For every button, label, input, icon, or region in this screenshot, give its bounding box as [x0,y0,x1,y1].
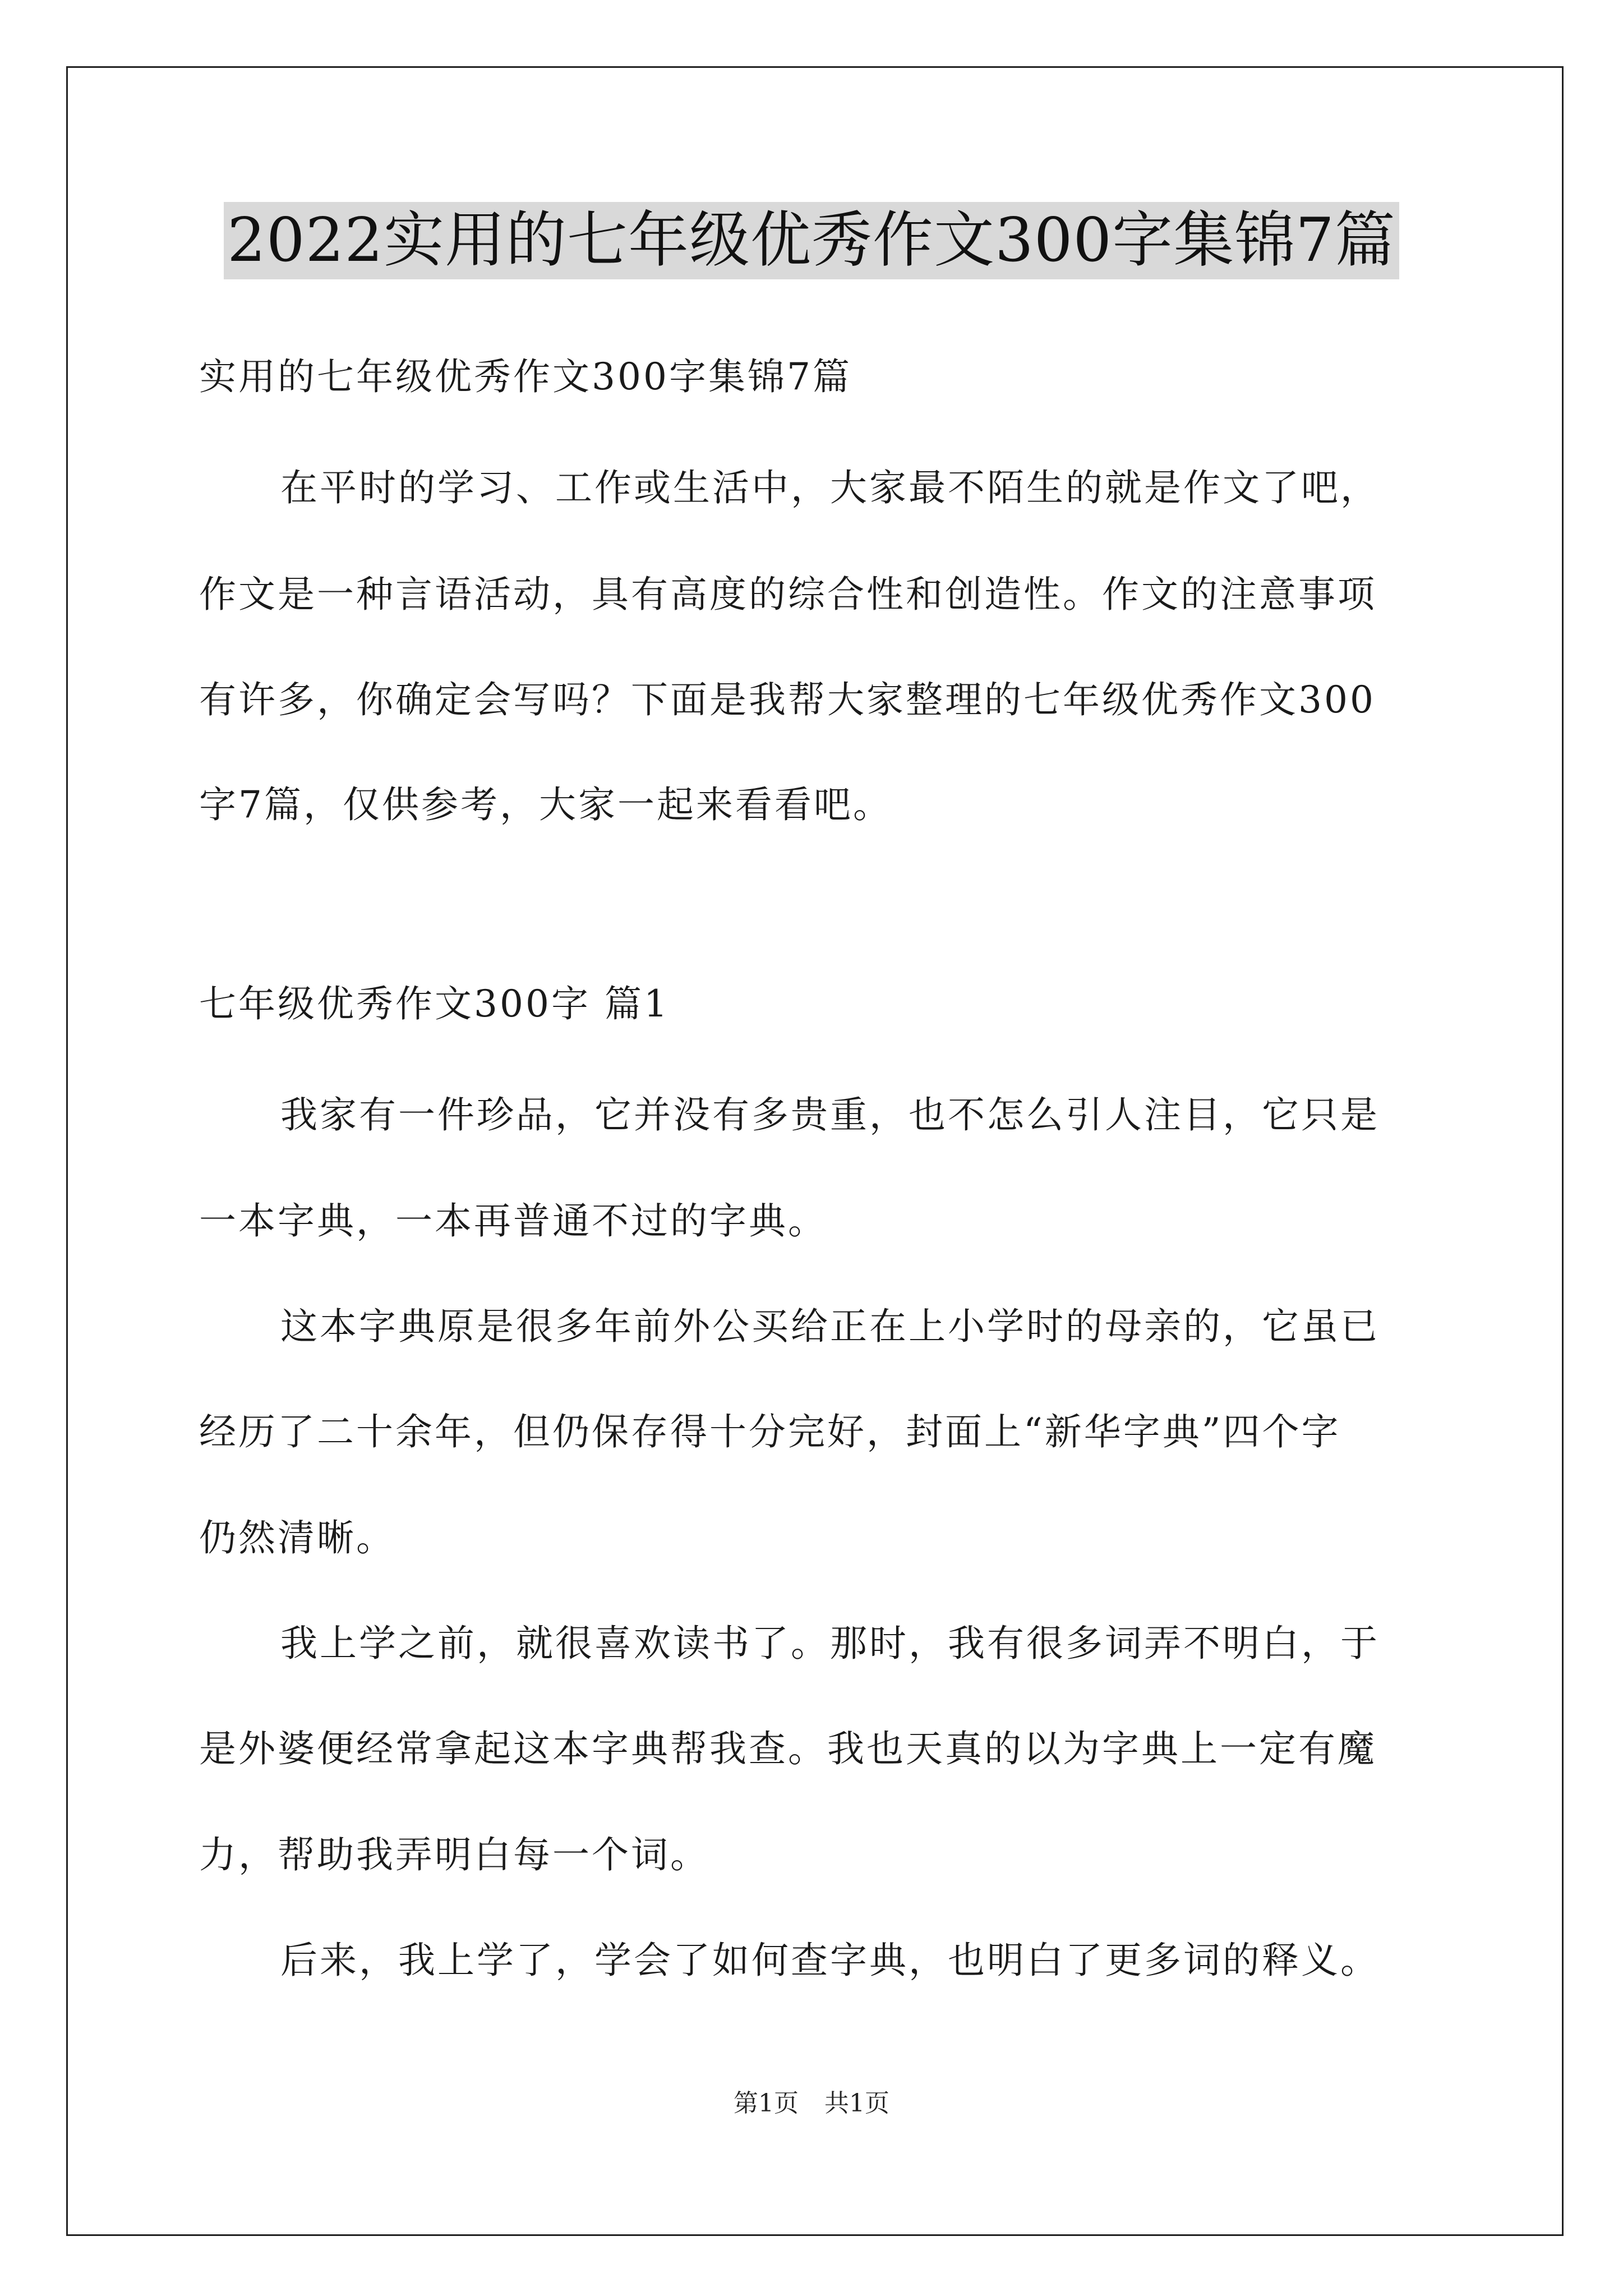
paragraph-line: 力，帮助我弄明白每一个词。 [199,1833,709,1876]
intro-line: 字7篇，仅供参考，大家一起来看看吧。 [199,783,892,826]
title-container [0,202,1623,279]
page-footer [0,2087,1623,2120]
paragraph-line: 这本字典原是很多年前外公买给正在上小学时的母亲的，它虽已 [280,1305,1380,1348]
paragraph-line: 一本字典，一本再普通不过的字典。 [199,1199,827,1243]
intro-line: 在平时的学习、工作或生活中，大家最不陌生的就是作文了吧， [280,466,1380,509]
paragraph-line: 仍然清晰。 [199,1516,395,1559]
page-number: 第1页 [734,2089,799,2118]
paragraph-line: 是外婆便经常拿起这本字典帮我查。我也天真的以为字典上一定有魔 [199,1727,1377,1770]
paragraph-line: 经历了二十余年，但仍保存得十分完好，封面上“新华字典”四个字 [199,1410,1341,1453]
intro-line: 作文是一种言语活动，具有高度的综合性和创造性。作文的注意事项 [199,573,1377,616]
document-title: 2022实用的七年级优秀作文300字集锦7篇 [224,202,1399,279]
paragraph-line: 我上学之前，就很喜欢读书了。那时，我有很多词弄不明白，于 [280,1622,1380,1665]
document-subtitle: 实用的七年级优秀作文300字集锦7篇 [199,355,852,398]
section-heading: 七年级优秀作文300字 篇1 [199,982,670,1025]
paragraph-line: 我家有一件珍品，它并没有多贵重，也不怎么引人注目，它只是 [280,1093,1380,1137]
page-total: 共1页 [824,2089,889,2118]
intro-line: 有许多，你确定会写吗？下面是我帮大家整理的七年级优秀作文300 [199,678,1376,721]
paragraph-line: 后来，我上学了，学会了如何查字典，也明白了更多词的释义。 [280,1939,1380,1982]
